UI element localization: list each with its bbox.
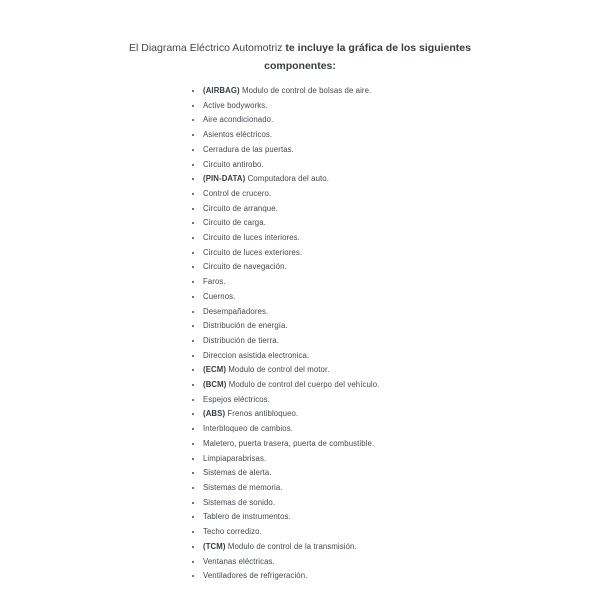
item-text: Espejos eléctricos. — [203, 394, 270, 404]
item-text: Faros. — [203, 277, 226, 287]
item-text: Distribución de tierra. — [203, 335, 279, 345]
item-text: Distribución de energía. — [203, 321, 288, 331]
list-item — [203, 540, 600, 555]
item-text: Limpiaparabrisas. — [203, 453, 267, 463]
list-item — [203, 334, 600, 349]
list-item — [203, 422, 600, 437]
item-text: Circuito de luces exteriores. — [203, 247, 303, 257]
item-text: Desempañadores. — [203, 306, 269, 316]
item-text: Maletero, puerta trasera, puerta de combustible. — [203, 438, 375, 448]
item-text: Tablero de instrumentos. — [203, 512, 291, 522]
item-code: (ECM) — [203, 365, 227, 375]
item-text: Interbloqueo de cambios. — [203, 424, 293, 434]
list-item — [203, 128, 600, 143]
item-text: Circuito antirobo. — [203, 159, 264, 169]
item-code: (AIRBAG) — [203, 86, 240, 95]
item-text: Techo corredizo. — [203, 527, 262, 537]
list-item — [203, 569, 600, 584]
page-title — [0, 0, 600, 75]
list-item — [203, 393, 600, 408]
title-bold-part-line1: te incluye la gráfica de los siguientes — [285, 42, 471, 54]
list-item — [203, 363, 600, 378]
list-item — [203, 525, 600, 540]
list-item — [203, 143, 600, 158]
list-item — [203, 113, 600, 128]
list-item — [203, 275, 600, 290]
list-item — [203, 187, 600, 202]
list-item — [203, 305, 600, 320]
list-item — [203, 246, 600, 261]
item-text: Ventanas eléctricas. — [203, 556, 275, 566]
list-item — [203, 496, 600, 511]
item-text: Circuito de luces interiores. — [203, 233, 300, 243]
item-text: Frenos antibloqueo. — [227, 409, 299, 419]
item-text: Modulo de control de bolsas de aire. — [242, 86, 372, 95]
list-item — [203, 158, 600, 173]
list-item — [203, 349, 600, 364]
item-code: (TCM) — [203, 541, 226, 551]
item-text: Sistemas de sonido. — [203, 497, 276, 507]
item-code: (BCM) — [203, 380, 227, 390]
item-text: Circuito de carga. — [203, 218, 266, 228]
item-text: Asientos eléctricos. — [203, 130, 273, 140]
item-text: Modulo de control de la transmisión. — [227, 541, 357, 551]
components-list — [0, 84, 600, 584]
item-text: Cerradura de las puertas. — [203, 144, 294, 154]
list-item — [203, 84, 600, 99]
list-item — [203, 99, 600, 114]
list-item — [203, 555, 600, 570]
item-text: Circuito de navegación. — [203, 262, 287, 272]
list-item — [203, 216, 600, 231]
item-text: Sistemas de memoria. — [203, 482, 283, 492]
list-item — [203, 378, 600, 393]
item-text: Modulo de control del motor. — [228, 365, 330, 375]
item-text: Ventiladores de refrigeración. — [203, 571, 308, 581]
item-text: Direccion asistida electronica. — [203, 350, 310, 360]
item-code: (ABS) — [203, 409, 226, 419]
list-item — [203, 260, 600, 275]
list-item — [203, 437, 600, 452]
item-text: Computadora del auto. — [247, 174, 329, 184]
title-bold-part-line2: componentes: — [264, 60, 336, 72]
item-text: Sistemas de alerta. — [203, 468, 272, 478]
item-text: Circuito de arranque. — [203, 203, 278, 213]
list-item — [203, 172, 600, 187]
item-code: (PIN-DATA) — [203, 174, 246, 184]
item-text: Aire acondicionado. — [203, 115, 274, 125]
list-item — [203, 481, 600, 496]
list-item — [203, 452, 600, 467]
item-text: Cuernos. — [203, 291, 236, 301]
list-item — [203, 231, 600, 246]
list-item — [203, 466, 600, 481]
list-item — [203, 319, 600, 334]
list-item — [203, 407, 600, 422]
list-item — [203, 202, 600, 217]
list-item — [203, 510, 600, 525]
item-text: Modulo de control del cuerpo del vehículo. — [228, 380, 380, 390]
list-item — [203, 290, 600, 305]
title-normal-part: El Diagrama Eléctrico Automotriz — [129, 42, 283, 54]
item-text: Active bodyworks. — [203, 100, 268, 110]
item-text: Control de crucero. — [203, 188, 272, 198]
